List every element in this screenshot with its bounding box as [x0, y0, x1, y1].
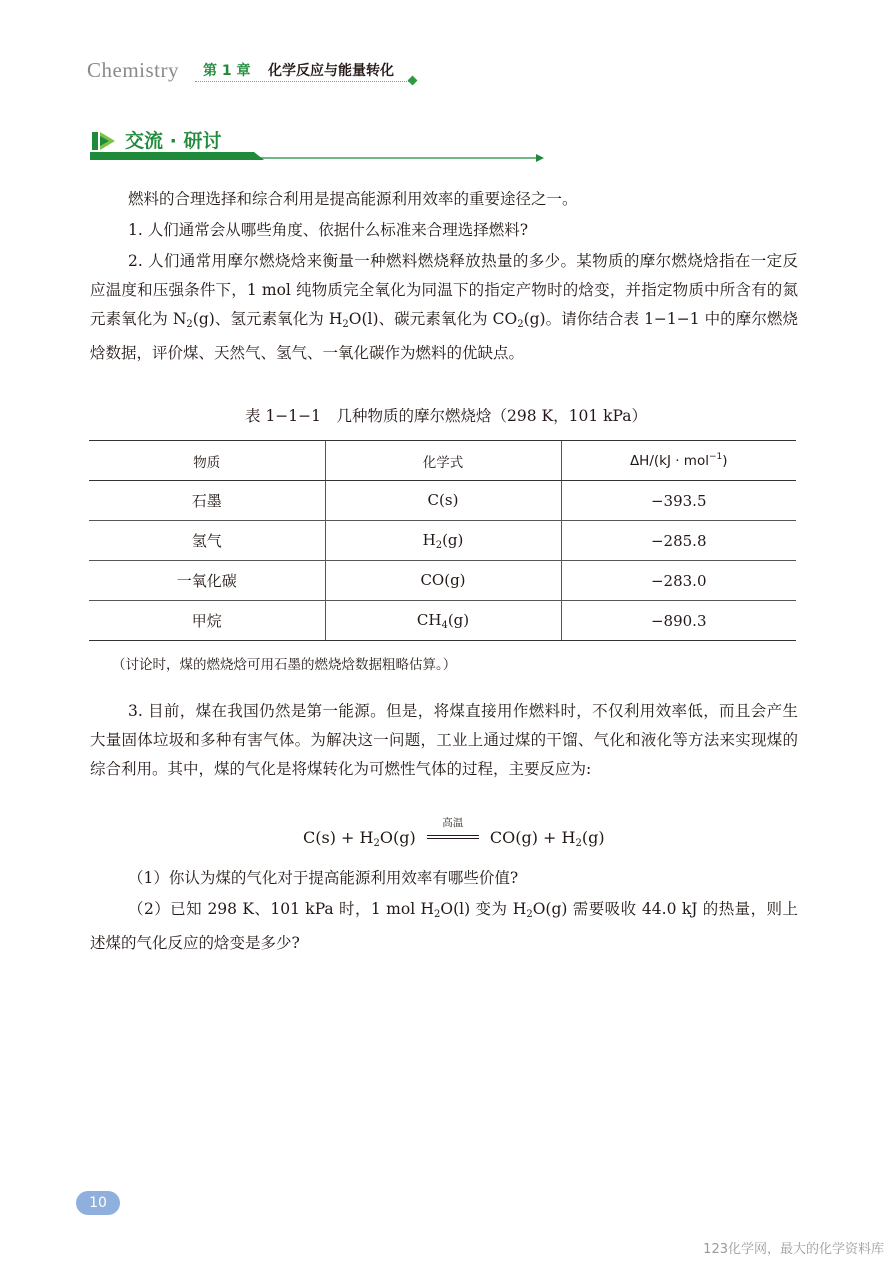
table-note: （讨论时，煤的燃烧焓可用石墨的燃烧焓数据粗略估算。）	[112, 657, 457, 673]
cell-formula: C(s)	[325, 481, 561, 521]
watermark: 123化学网，最大的化学资料库	[703, 1242, 884, 1257]
header-divider	[195, 81, 413, 82]
intro-paragraph: 燃料的合理选择和综合利用是提高能源利用效率的重要途径之一。	[128, 190, 578, 208]
question-3: 3. 目前，煤在我国仍然是第一能源。但是，将煤直接用作燃料时，不仅利用效率低，而且会产生大量固体垃圾和多种有害气体。为解决这一问题，工业上通过煤的干馏、气化和液化等方法来实现煤的综合利用。其中，煤的气化是将煤转化为可燃性气体的过程，主要反应为:	[90, 702, 798, 778]
cell-substance: 氢气	[89, 521, 325, 561]
cell-enthalpy: −283.0	[561, 561, 796, 601]
header-formula: 化学式	[325, 441, 561, 481]
cell-substance: 甲烷	[89, 601, 325, 641]
cell-formula: CO(g)	[325, 561, 561, 601]
question-1: 1. 人们通常会从哪些角度、依据什么标准来合理选择燃料?	[128, 221, 529, 239]
cell-formula: $CH_4(g)$	[325, 601, 561, 641]
table-row	[89, 561, 796, 601]
page-number: 10	[76, 1191, 120, 1215]
combustion-enthalpy-table	[89, 440, 796, 641]
section-title: 交流 · 研讨	[125, 130, 222, 152]
cell-enthalpy: −285.8	[561, 521, 796, 561]
cell-formula: $H_2(g)$	[325, 521, 561, 561]
sub-question-2: （2）已知 298 K、101 kPa 时，1 mol $H_2O(l)$ 变为 $H_2O(g)$ 需要吸收 44.0 kJ 的热量，则上述煤的气化反应的焓变是多少?	[90, 900, 798, 952]
cell-enthalpy: −890.3	[561, 601, 796, 641]
cell-enthalpy: −393.5	[561, 481, 796, 521]
chapter-title: 化学反应与能量转化	[268, 63, 394, 79]
sub-question-1: （1）你认为煤的气化对于提高能源利用效率有哪些价值?	[128, 869, 519, 887]
table-header-row	[89, 441, 796, 481]
header-enthalpy: ΔH/(kJ · mol$^{-1}$)	[561, 441, 796, 481]
cell-substance: 一氧化碳	[89, 561, 325, 601]
table-row	[89, 521, 796, 561]
header-brand: Chemistry	[87, 58, 179, 82]
section-rule	[90, 152, 550, 164]
table-row	[89, 481, 796, 521]
table-caption: 表 1−1−1 几种物质的摩尔燃烧焓（298 K，101 kPa）	[245, 407, 647, 425]
header-substance: 物质	[89, 441, 325, 481]
reaction-condition: 高温	[442, 817, 464, 829]
equals-arrow	[427, 817, 479, 845]
cell-substance: 石墨	[89, 481, 325, 521]
chapter-number: 第 1 章	[203, 63, 251, 79]
question-2: 2. 人们通常用摩尔燃烧焓来衡量一种燃料燃烧释放热量的多少。某物质的摩尔燃烧焓指在一定反应温度和压强条件下，1 mol 纯物质完全氧化为同温下的指定产物时的焓变，并指定物质中所含有的氮元素氧化为 $N_2(g)$、氢元素氧化为 $H_2O(l)$、碳元素氧化为 $CO_2(g)$。请你结合表 1−1−1 中的摩尔燃烧焓数据，评价煤、天然气、氢气、一氧化碳作为燃料的优缺点。	[90, 252, 798, 362]
reaction-equation: $C(s) + H_2O(g)$ 高温 $CO(g) + H_2(g)$	[303, 817, 605, 849]
header-diamond-icon	[408, 76, 418, 86]
table-row	[89, 601, 796, 641]
play-arrow-icon	[92, 130, 116, 152]
